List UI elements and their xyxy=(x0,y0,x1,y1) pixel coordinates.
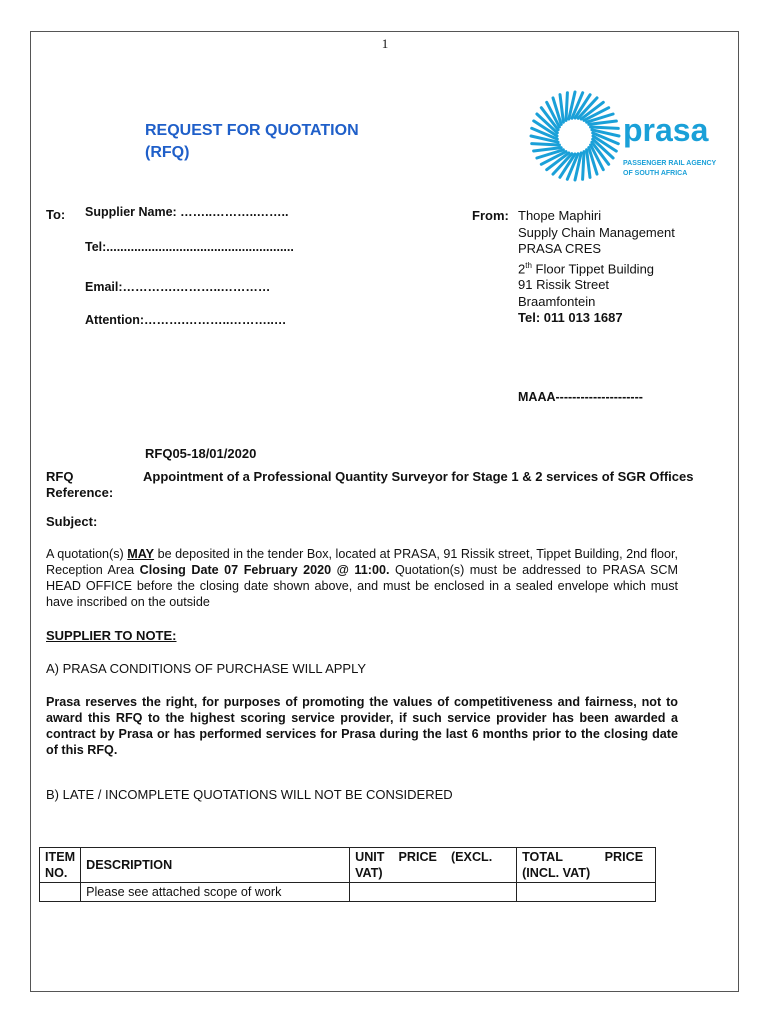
from-label: From: xyxy=(472,208,509,223)
header-item-no xyxy=(40,848,81,883)
email-field: Email:………….………..………… xyxy=(85,280,271,294)
to-label: To: xyxy=(46,207,66,222)
header-unit-price-1: UNIT PRICE (EXCL. xyxy=(355,850,493,864)
from-name: Thope Maphiri xyxy=(518,208,602,223)
logo-ray xyxy=(566,93,567,121)
page-number: 1 xyxy=(381,36,389,51)
header-item-no-2: NO. xyxy=(45,866,68,880)
rfq-reference-label xyxy=(46,469,113,501)
maaa-line: MAAA--------------------- xyxy=(518,390,643,404)
table-header-row xyxy=(40,848,656,883)
header-description: DESCRIPTION xyxy=(81,848,350,883)
row-description: Please see attached scope of work xyxy=(81,883,350,902)
from-dept: Supply Chain Management xyxy=(518,224,675,240)
prasa-logo xyxy=(525,86,725,186)
from-city: Braamfontein xyxy=(518,293,596,309)
from-street: 91 Rissik Street xyxy=(518,277,610,293)
row-item-no xyxy=(40,883,81,902)
floor-number: 2 xyxy=(518,260,526,276)
supplier-name-field: Supplier Name: ……..………..…….. xyxy=(85,205,289,219)
supplier-note-heading: SUPPLIER TO NOTE: xyxy=(46,628,177,643)
rfq-label-line-2: Reference: xyxy=(46,485,114,500)
document-title xyxy=(145,120,359,164)
logo-tagline-2: OF SOUTH AFRICA xyxy=(623,170,688,177)
header-unit-price-2: VAT) xyxy=(355,866,383,880)
para-part-1: A quotation(s) xyxy=(46,547,128,561)
from-address xyxy=(518,208,675,327)
logo-ray xyxy=(532,144,560,145)
rfq-label-line-1: RFQ xyxy=(46,469,74,484)
para-part-2: be deposited in the tender Box, located at PRASA, 91 Rissik street, Tippet Building, 2nd floor, Reception Area xyxy=(46,547,678,577)
title-line-1: REQUEST FOR QUOTATION xyxy=(145,122,359,139)
table-row xyxy=(40,883,656,902)
floor-rest: Floor Tippet Building xyxy=(531,260,655,276)
logo-ray xyxy=(591,127,619,128)
from-tel: Tel: 011 013 1687 xyxy=(518,310,623,326)
logo-wordmark: prasa xyxy=(623,112,709,148)
rfq-reference-text: Appointment of a Professional Quantity Surveyor for Stage 1 & 2 services of SGR Offices xyxy=(143,469,694,484)
header-total-price xyxy=(517,848,656,883)
from-floor xyxy=(518,258,675,278)
title-line-2: (RFQ) xyxy=(145,144,190,161)
header-unit-price xyxy=(350,848,517,883)
header-total-price-1: TOTAL PRICE xyxy=(522,850,644,864)
reservation-paragraph: Prasa reserves the right, for purposes of promoting the values of competitiveness and fairness, not to award this RFQ to the highest scoring service provider, if such service provider has been awarded a contract by Prasa or has performed services for Prasa during the last 6 months prior to the closing date of this RFQ. xyxy=(46,695,678,757)
header-total-price-2: (INCL. VAT) xyxy=(522,866,591,880)
submission-paragraph xyxy=(46,546,678,610)
logo-ray xyxy=(583,152,584,180)
attention-field: Attention:……….………..………..… xyxy=(85,313,287,327)
condition-b: B) LATE / INCOMPLETE QUOTATIONS WILL NOT BE CONSIDERED xyxy=(46,787,453,802)
subject-label: Subject: xyxy=(46,514,98,529)
from-org: PRASA CRES xyxy=(518,241,602,256)
condition-a: A) PRASA CONDITIONS OF PURCHASE WILL APPLY xyxy=(46,661,367,676)
para-may: MAY xyxy=(127,547,155,561)
logo-tagline-1: PASSENGER RAIL AGENCY xyxy=(623,160,717,167)
row-unit-price xyxy=(350,883,517,902)
header-item-no-1: ITEM xyxy=(45,850,76,864)
row-total-price xyxy=(517,883,656,902)
quotation-table xyxy=(39,847,656,902)
tel-field: Tel:...................................................... xyxy=(85,240,294,254)
prasa-logo-icon xyxy=(525,86,725,186)
para-closing-date: Closing Date 07 February 2020 @ 11:00. xyxy=(139,563,390,577)
para-part-3: Quotation(s) must be addressed to PRASA SCM HEAD OFFICE before the closing date shown above, and must be enclosed in a sealed envelope which must have inscribed on the outside xyxy=(46,563,678,609)
rfq-number: RFQ05-18/01/2020 xyxy=(145,446,257,461)
floor-suffix: th xyxy=(525,260,532,270)
